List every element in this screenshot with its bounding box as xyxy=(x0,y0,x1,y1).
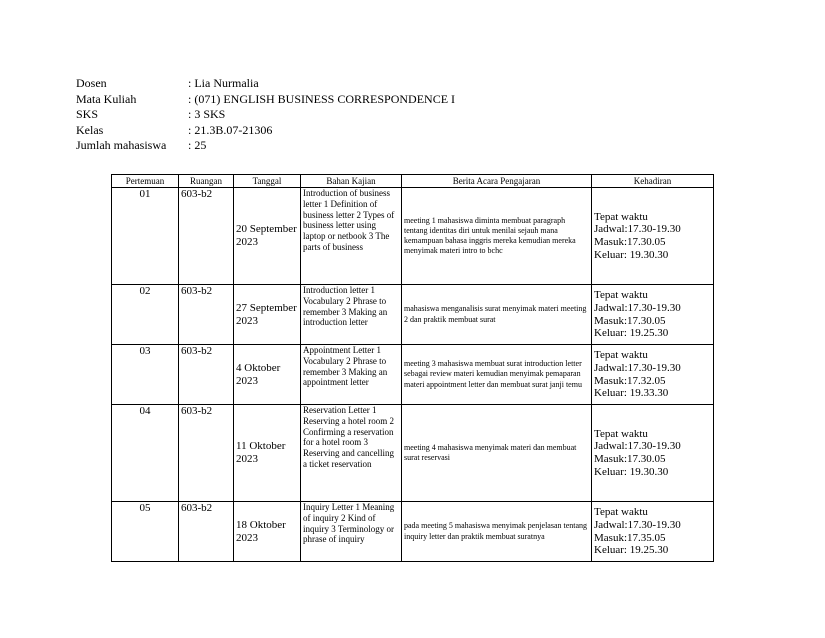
info-value: : 3 SKS xyxy=(188,107,226,122)
column-header-tanggal: Tanggal xyxy=(234,175,301,188)
info-value: : (071) ENGLISH BUSINESS CORRESPONDENCE I xyxy=(188,91,456,106)
cell-bahan-kajian xyxy=(301,285,402,345)
cell-kehadiran: Tepat waktu Jadwal:17.30-19.30 Masuk:17.30.05 Keluar: 19.30.30 xyxy=(592,405,714,502)
table-header-row xyxy=(112,175,714,188)
cell-ruangan: 603-b2 xyxy=(179,285,234,345)
cell-kehadiran: Tepat waktu Jadwal:17.30-19.30 Masuk:17.32.05 Keluar: 19.33.30 xyxy=(592,345,714,405)
info-label: Mata Kuliah xyxy=(76,91,137,106)
bahan-text: Introduction letter 1 Vocabulary 2 Phrase to remember 3 Making an introduction letter xyxy=(303,285,388,328)
cell-bahan-kajian xyxy=(301,345,402,405)
column-header-bahan-kajian: Bahan Kajian xyxy=(301,175,402,188)
bahan-text: Appointment Letter 1 Vocabulary 2 Phrase to remember 3 Making an appointment letter xyxy=(303,345,388,388)
course-info-header xyxy=(76,76,455,154)
info-row-jumlah-mahasiswa xyxy=(76,138,455,154)
cell-pertemuan: 02 xyxy=(112,285,179,345)
cell-ruangan: 603-b2 xyxy=(179,188,234,285)
column-header-berita-acara: Berita Acara Pengajaran xyxy=(402,175,592,188)
cell-berita-acara: pada meeting 5 mahasiswa menyimak penjelasan tentang inquiry letter dan praktik membuat suratnya xyxy=(402,502,592,562)
info-value: : 21.3B.07-21306 xyxy=(188,122,273,137)
cell-tanggal: 18 Oktober 2023 xyxy=(234,502,301,562)
bahan-text: Reservation Letter 1 Reserving a hotel room 2 Confirming a reservation for a hotel room 3 Reserving and cancelling a ticket reservation xyxy=(303,405,394,469)
cell-kehadiran: Tepat waktu Jadwal:17.30-19.30 Masuk:17.35.05 Keluar: 19.25.30 xyxy=(592,502,714,562)
bahan-text: Introduction of business letter 1 Definition of business letter 2 Types of business letter using laptop or netbook 3 The parts of business xyxy=(303,188,395,252)
table-row xyxy=(112,502,714,562)
column-header-pertemuan: Pertemuan xyxy=(112,175,179,188)
cell-bahan-kajian xyxy=(301,405,402,502)
cell-pertemuan: 01 xyxy=(112,188,179,285)
table-row xyxy=(112,405,714,502)
cell-kehadiran: Tepat waktu Jadwal:17.30-19.30 Masuk:17.30.05 Keluar: 19.25.30 xyxy=(592,285,714,345)
column-header-ruangan: Ruangan xyxy=(179,175,234,188)
cell-pertemuan: 03 xyxy=(112,345,179,405)
cell-ruangan: 603-b2 xyxy=(179,405,234,502)
info-row-kelas xyxy=(76,123,455,139)
info-row-dosen xyxy=(76,76,455,92)
cell-berita-acara: meeting 4 mahasiswa menyimak materi dan membuat surat reservasi xyxy=(402,405,592,502)
info-label: SKS xyxy=(76,107,99,122)
table-row xyxy=(112,285,714,345)
cell-pertemuan: 05 xyxy=(112,502,179,562)
cell-berita-acara: meeting 1 mahasiswa diminta membuat paragraph tentang identitas diri untuk menilai sejauh mana kemampuan bahasa inggris mereka kemudian mereka menyimak materi intro to bchc xyxy=(402,188,592,285)
cell-tanggal: 20 September 2023 xyxy=(234,188,301,285)
column-header-kehadiran: Kehadiran xyxy=(592,175,714,188)
info-label: Kelas xyxy=(76,122,104,137)
cell-tanggal: 11 Oktober 2023 xyxy=(234,405,301,502)
table-row xyxy=(112,188,714,285)
cell-ruangan: 603-b2 xyxy=(179,502,234,562)
table-row xyxy=(112,345,714,405)
bahan-text: Inquiry Letter 1 Meaning of inquiry 2 Kind of inquiry 3 Terminology or phrase of inquiry xyxy=(303,502,395,545)
info-value: : Lia Nurmalia xyxy=(188,76,259,90)
info-value: : 25 xyxy=(188,138,207,153)
cell-pertemuan: 04 xyxy=(112,405,179,502)
cell-bahan-kajian xyxy=(301,188,402,285)
cell-berita-acara: mahasiswa menganalisis surat menyimak materi meeting 2 dan praktik membuat surat xyxy=(402,285,592,345)
info-label: Jumlah mahasiswa xyxy=(76,138,167,153)
info-row-mata-kuliah xyxy=(76,92,455,108)
cell-berita-acara: meeting 3 mahasiswa membuat surat introduction letter sebagai review materi kemudian menyimak pemaparan materi appointment letter dan membuat surat janji temu xyxy=(402,345,592,405)
cell-kehadiran: Tepat waktu Jadwal:17.30-19.30 Masuk:17.30.05 Keluar: 19.30.30 xyxy=(592,188,714,285)
cell-tanggal: 4 Oktober 2023 xyxy=(234,345,301,405)
cell-tanggal: 27 September 2023 xyxy=(234,285,301,345)
schedule-table xyxy=(111,174,714,562)
cell-bahan-kajian xyxy=(301,502,402,562)
info-row-sks xyxy=(76,107,455,123)
info-label: Dosen xyxy=(76,76,107,90)
cell-ruangan: 603-b2 xyxy=(179,345,234,405)
